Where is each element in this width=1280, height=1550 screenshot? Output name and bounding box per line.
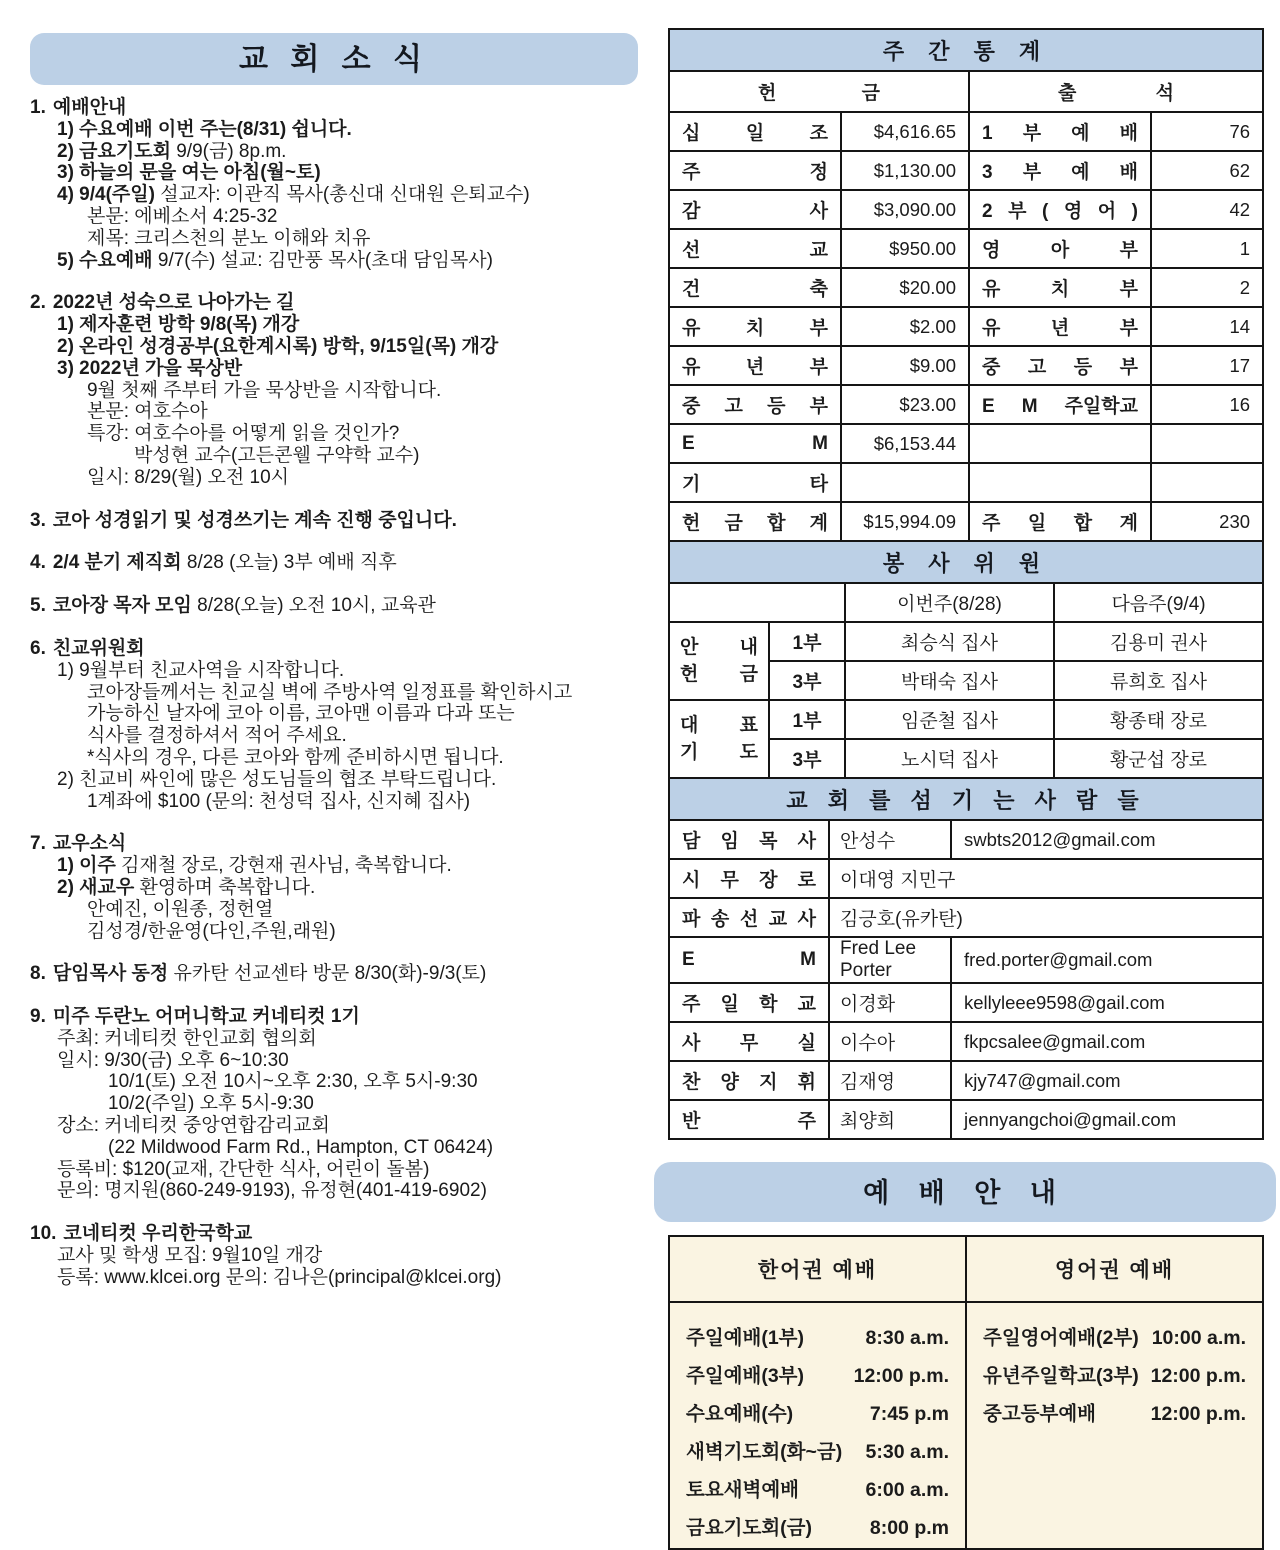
attendance-label-cell [969,463,1151,502]
announcement-line [30,682,670,704]
announcement-text: 제목: 크리스천의 분노 이해와 치유 [87,227,371,249]
stats-title-row [669,29,1263,71]
attendance-value-cell [1151,424,1263,463]
announcement-text: 특강: 여호수아를 어떻게 읽을 것인가? [87,423,400,445]
announcement-line [30,769,670,791]
server-role-cell: E M [669,937,829,983]
stats-row [669,268,1263,307]
offering-label-cell: 기 타 [669,463,841,502]
korean-worship-header: 한어권 예배 [669,1236,966,1302]
server-name-cell: 최양희 [829,1100,951,1139]
english-worship-header: 영어권 예배 [966,1236,1263,1302]
announcement-text: 미주 두란노 어머니학교 커네티컷 1기 [52,1006,360,1028]
service-name: 새벽기도회(화~금) [686,1441,843,1463]
announcement-line [30,725,670,747]
announcement-line [30,1028,670,1050]
announcement-text: 안예진, 이원종, 정헌열 [87,898,274,920]
announcement-text: 코아장들께서는 친교실 벽에 주방사역 일정표를 확인하시고 [87,681,573,703]
announcement-line [30,119,670,141]
announcement-text: 장소: 커네티컷 중앙연합감리교회 [57,1115,330,1137]
service-time: 12:00 p.m. [1150,1365,1246,1387]
announcement-item [30,638,670,812]
offering-value-cell: $6,153.44 [841,424,969,463]
offering-value-cell: $15,994.09 [841,502,969,541]
announcement-text: 2/4 분기 제직회 [52,552,182,574]
volunteer-group-label [669,622,769,700]
announcement-line [30,162,670,184]
offering-value-cell: $23.00 [841,385,969,424]
announcement-line [30,703,670,725]
server-role-cell: 파 송 선 교 사 [669,898,829,937]
announcement-line [30,747,670,769]
volunteer-row [669,700,1263,739]
announcement-text: 8/28(오늘) 오전 10시, 교육관 [191,595,436,617]
stats-row [669,424,1263,463]
announcement-line [30,141,670,163]
item-number: 1. [30,97,46,118]
stats-row [669,151,1263,190]
announcement-text: 2022년 성숙으로 나아가는 길 [52,292,295,314]
service-time: 10:00 a.m. [1151,1327,1246,1349]
announcement-text: 유카탄 선교센타 방문 8/30(화)-9/3(토) [168,963,487,985]
stats-row [669,502,1263,541]
service-time: 8:00 p.m [869,1517,949,1539]
attendance-label-cell: 1 부 예 배 [969,112,1151,151]
service-name: 유년주일학교(3부) [983,1365,1139,1387]
server-name-cell: 김긍호(유카탄) [829,898,1263,937]
announcement-text: 박성현 교수(고든콘웰 구약학 교수) [134,444,420,466]
server-email-cell: fred.porter@gmail.com [951,937,1263,983]
announcement-line [30,1115,670,1137]
offering-header: 헌 금 [669,71,969,112]
announcement-line [30,228,670,250]
announcement-text: 1계좌에 $100 (문의: 천성덕 집사, 신지혜 집사) [87,790,471,812]
announcement-line [30,1050,670,1072]
server-role-cell: 반 주 [669,1100,829,1139]
offering-label-cell: 십 일 조 [669,112,841,151]
attendance-label-cell: 3 부 예 배 [969,151,1151,190]
right-column [668,28,1262,1550]
announcement-text: 코아장 목자 모임 [52,595,192,617]
volunteers-title-row [669,541,1263,583]
attendance-value-cell: 230 [1151,502,1263,541]
volunteer-row [669,622,1263,661]
stats-row [669,112,1263,151]
stats-row [669,346,1263,385]
server-row [669,983,1263,1022]
this-week-volunteer: 박태숙 집사 [845,661,1054,700]
next-week-volunteer: 황종태 장로 [1054,700,1263,739]
attendance-label-cell: 중 고 등 부 [969,346,1151,385]
server-row [669,859,1263,898]
server-row [669,1100,1263,1139]
server-name-cell: 안성수 [829,820,951,859]
service-name: 주일영어예배(2부) [983,1327,1139,1349]
announcement-text: 9월 첫째 주부터 가을 묵상반을 시작합니다. [87,379,442,401]
servers-table [668,777,1264,1140]
server-role-cell: 담 임 목 사 [669,820,829,859]
announcement-text: 본문: 여호수아 [87,401,208,423]
volunteers-table [668,540,1264,779]
attendance-label-cell: 영 아 부 [969,229,1151,268]
service-name: 금요기도회(금) [686,1517,813,1539]
offering-value-cell: $9.00 [841,346,969,385]
announcement-item [30,510,670,532]
group-label-line: 안 내 [680,637,758,658]
offering-value-cell: $950.00 [841,229,969,268]
announcement-text: 코네티컷 우리한국학교 [63,1223,253,1245]
announcement-line [30,250,670,272]
server-role-cell: 사 무 실 [669,1022,829,1061]
volunteers-blank-cell [669,583,845,622]
attendance-label-cell: 주 일 합 계 [969,502,1151,541]
service-part-cell: 1부 [769,622,845,661]
announcements-list [30,97,670,1310]
announcement-line [30,899,670,921]
offering-label-cell: 건 축 [669,268,841,307]
announcement-head [30,510,670,532]
offering-value-cell: $4,616.65 [841,112,969,151]
announcement-line [30,467,670,489]
item-number: 3. [30,509,46,531]
announcement-head [30,552,670,574]
announcement-item [30,97,670,271]
announcement-text: 교사 및 학생 모집: 9월10일 개강 [57,1245,323,1267]
announcement-item [30,595,670,617]
offering-label-cell: 유 년 부 [669,346,841,385]
announcement-item [30,1006,670,1202]
announcement-text: (22 Mildwood Farm Rd., Hampton, CT 06424) [108,1136,494,1158]
offering-value-cell: $3,090.00 [841,190,969,229]
worship-schedule-row [983,1357,1246,1395]
server-email-cell: jennyangchoi@gmail.com [951,1100,1263,1139]
attendance-label-cell: E M 주일학교 [969,385,1151,424]
attendance-label-cell: 유 치 부 [969,268,1151,307]
server-row [669,820,1263,859]
announcement-line [30,877,670,899]
offering-value-cell: $20.00 [841,268,969,307]
next-week-header: 다음주(9/4) [1054,583,1263,622]
korean-worship-schedule [669,1302,966,1549]
service-time: 7:45 p.m [869,1403,949,1425]
announcement-text: 등록비: $120(교재, 간단한 식사, 어린이 돌봄) [57,1158,430,1180]
next-week-volunteer: 황군섭 장로 [1054,739,1263,778]
worship-schedule-row [686,1471,949,1509]
server-row [669,1061,1263,1100]
worship-guide-banner: 예 배 안 내 [654,1162,1276,1222]
announcement-head [30,638,670,660]
announcement-text: 1) 제자훈련 방학 9/8(목) 개강 [57,314,300,336]
announcement-line [30,401,670,423]
announcement-head [30,292,670,314]
announcement-line [30,1093,670,1115]
announcement-text: 친교위원회 [52,637,145,659]
announcement-text: 문의: 명지원(860-249-9193), 유정현(401-419-6902) [57,1180,487,1202]
announcement-text: 식사를 결정하셔서 적어 주세요. [87,725,347,747]
announcement-line [30,660,670,682]
server-email-cell: kjy747@gmail.com [951,1061,1263,1100]
service-time: 12:00 p.m. [853,1365,949,1387]
service-part-cell: 3부 [769,661,845,700]
attendance-header: 출 석 [969,71,1263,112]
service-part-cell: 3부 [769,739,845,778]
announcement-text: 10/2(주일) 오후 5시-9:30 [108,1093,314,1115]
stats-row [669,463,1263,502]
announcement-item [30,292,670,488]
announcement-line [30,184,670,206]
announcement-text: 담임목사 동정 [52,963,169,985]
announcement-text: 일시: 8/29(월) 오전 10시 [87,466,290,488]
service-name: 주일예배(3부) [686,1365,805,1387]
attendance-value-cell: 1 [1151,229,1263,268]
this-week-volunteer: 최승식 집사 [845,622,1054,661]
volunteers-title: 봉 사 위 원 [669,541,1263,583]
server-role-cell: 주 일 학 교 [669,983,829,1022]
stats-row [669,229,1263,268]
offering-label-cell: 감 사 [669,190,841,229]
announcement-text: 예배안내 [52,97,127,118]
announcement-text: 1) 이주 [57,855,116,877]
item-number: 2. [30,292,46,314]
announcement-text: 2) 친교비 싸인에 많은 성도님들의 협조 부탁드립니다. [57,768,497,790]
worship-schedule-row [983,1395,1246,1433]
announcement-text: 5) 수요예배 [57,249,153,271]
announcement-text: 1) 9월부터 친교사역을 시작합니다. [57,659,345,681]
server-name-cell: 이경화 [829,983,951,1022]
server-name-cell: 이수아 [829,1022,951,1061]
announcement-item [30,833,670,942]
worship-schedule-row [983,1319,1246,1357]
announcement-text: 김성경/한윤영(다인,주원,래원) [87,920,336,942]
church-news-banner: 교 회 소 식 [30,33,638,85]
servers-title-row [669,778,1263,820]
attendance-value-cell: 17 [1151,346,1263,385]
stats-row [669,307,1263,346]
offering-value-cell: $2.00 [841,307,969,346]
this-week-volunteer: 임준철 집사 [845,700,1054,739]
offering-value-cell: $1,130.00 [841,151,969,190]
announcement-line [30,921,670,943]
announcement-head [30,963,670,985]
service-time: 6:00 a.m. [865,1479,949,1501]
service-name: 토요새벽예배 [686,1479,800,1501]
announcement-head [30,1223,670,1245]
worship-schedule-row [686,1319,949,1357]
announcement-text: 교우소식 [52,833,127,855]
attendance-label-cell [969,424,1151,463]
stats-title: 주 간 통 계 [669,29,1263,71]
service-name: 주일예배(1부) [686,1327,805,1349]
announcement-text: 김재철 장로, 강현재 권사님, 축복합니다. [115,855,452,877]
announcement-line [30,206,670,228]
worship-schedule-table [668,1235,1264,1550]
announcement-text: 9/9(금) 8p.m. [170,140,287,162]
announcement-text: 주최: 커네티컷 한인교회 협의회 [57,1027,317,1049]
server-role-cell: 시 무 장 로 [669,859,829,898]
server-email-cell: kellyleee9598@gail.com [951,983,1263,1022]
announcement-text: 9/7(수) 설교: 김만풍 목사(초대 담임목사) [152,249,493,271]
announcement-line [30,358,670,380]
item-number: 6. [30,637,46,659]
announcement-line [30,1267,670,1289]
attendance-label-cell: 2 부 ( 영 어 ) [969,190,1151,229]
server-row [669,1022,1263,1061]
announcement-text: 코아 성경읽기 및 성경쓰기는 계속 진행 중입니다. [52,509,457,531]
group-label-line: 대 표 [680,715,758,736]
announcement-text: 3) 2022년 가을 묵상반 [57,357,243,379]
announcement-line [30,314,670,336]
announcement-line [30,1071,670,1093]
worship-schedule-row [686,1509,949,1547]
attendance-value-cell: 2 [1151,268,1263,307]
announcement-text: 3) 하늘의 문을 여는 아침(월~토) [57,162,321,184]
weekly-stats-table [668,28,1264,542]
offering-label-cell: 중 고 등 부 [669,385,841,424]
announcement-item [30,552,670,574]
announcement-line [30,423,670,445]
announcement-head [30,595,670,617]
announcement-head [30,97,670,119]
attendance-value-cell [1151,463,1263,502]
announcement-text: 가능하신 날자에 코아 이름, 코아맨 이름과 다과 또는 [87,703,515,725]
announcement-text: 1) 수요예배 이번 주는(8/31) 쉽니다. [57,118,352,140]
item-number: 10. [30,1223,57,1245]
announcement-line [30,1159,670,1181]
group-label-line: 헌 금 [680,664,758,685]
announcement-text: 4) 9/4(주일) [57,184,155,206]
offering-label-cell: 선 교 [669,229,841,268]
item-number: 9. [30,1006,46,1028]
announcement-text: 2) 금요기도회 [57,140,171,162]
announcement-line [30,855,670,877]
offering-value-cell [841,463,969,502]
attendance-value-cell: 76 [1151,112,1263,151]
server-name-cell: 이대영 지민구 [829,859,1263,898]
announcement-item [30,963,670,985]
announcement-text: *식사의 경우, 다른 코아와 함께 준비하시면 됩니다. [87,746,504,768]
item-number: 8. [30,963,46,985]
announcement-line [30,380,670,402]
announcement-text: 일시: 9/30(금) 오후 6~10:30 [57,1049,289,1071]
servers-title: 교 회 를 섬 기 는 사 람 들 [669,778,1263,820]
announcement-line [30,336,670,358]
server-name-cell: Fred Lee Porter [829,937,951,983]
offering-label-cell: 주 정 [669,151,841,190]
item-number: 5. [30,595,46,617]
attendance-value-cell: 42 [1151,190,1263,229]
attendance-label-cell: 유 년 부 [969,307,1151,346]
volunteer-group-label [669,700,769,778]
announcement-text: 본문: 에베소서 4:25-32 [87,205,278,227]
service-part-cell: 1부 [769,700,845,739]
service-time: 12:00 p.m. [1150,1403,1246,1425]
offering-label-cell: 헌 금 합 계 [669,502,841,541]
server-name-cell: 김재영 [829,1061,951,1100]
announcement-text: 설교자: 이관직 목사(총신대 신대원 은퇴교수) [154,184,530,206]
server-email-cell: swbts2012@gmail.com [951,820,1263,859]
stats-subheader-row [669,71,1263,112]
offering-label-cell: 유 치 부 [669,307,841,346]
this-week-volunteer: 노시덕 집사 [845,739,1054,778]
announcement-line [30,1180,670,1202]
service-time: 5:30 a.m. [865,1441,949,1463]
volunteers-week-row [669,583,1263,622]
item-number: 7. [30,833,46,855]
announcement-line [30,445,670,467]
announcement-head [30,833,670,855]
server-role-cell: 찬 양 지 휘 [669,1061,829,1100]
worship-header-row [669,1236,1263,1302]
attendance-value-cell: 14 [1151,307,1263,346]
announcement-text: 등록: www.klcei.org 문의: 김나은(principal@klcei.org) [57,1266,502,1288]
announcement-text: 2) 온라인 성경공부(요한계시록) 방학, 9/15일(목) 개강 [57,335,499,357]
announcement-text: 환영하며 축복합니다. [134,876,316,898]
attendance-value-cell: 16 [1151,385,1263,424]
announcement-text: 2) 새교우 [57,876,135,898]
announcement-line [30,791,670,813]
offering-label-cell: E M [669,424,841,463]
server-row [669,898,1263,937]
attendance-value-cell: 62 [1151,151,1263,190]
next-week-volunteer: 김용미 권사 [1054,622,1263,661]
announcement-line [30,1137,670,1159]
worship-schedule-row [686,1395,949,1433]
announcement-text: 8/28 (오늘) 3부 예배 직후 [181,552,397,574]
service-name: 수요예배(수) [686,1403,794,1425]
group-label-line: 기 도 [680,742,758,763]
service-name: 중고등부예배 [983,1403,1097,1425]
english-worship-schedule [966,1302,1263,1549]
worship-schedule-row [686,1357,949,1395]
announcement-text: 10/1(토) 오전 10시~오후 2:30, 오후 5시-9:30 [108,1071,478,1093]
stats-row [669,190,1263,229]
announcement-line [30,1245,670,1267]
this-week-header: 이번주(8/28) [845,583,1054,622]
announcement-item [30,1223,670,1288]
next-week-volunteer: 류희호 집사 [1054,661,1263,700]
stats-row [669,385,1263,424]
service-time: 8:30 a.m. [865,1327,949,1349]
server-email-cell: fkpcsalee@gmail.com [951,1022,1263,1061]
item-number: 4. [30,552,46,574]
worship-schedule-row [686,1433,949,1471]
server-row [669,937,1263,983]
worship-body-row [669,1302,1263,1549]
announcement-head [30,1006,670,1028]
